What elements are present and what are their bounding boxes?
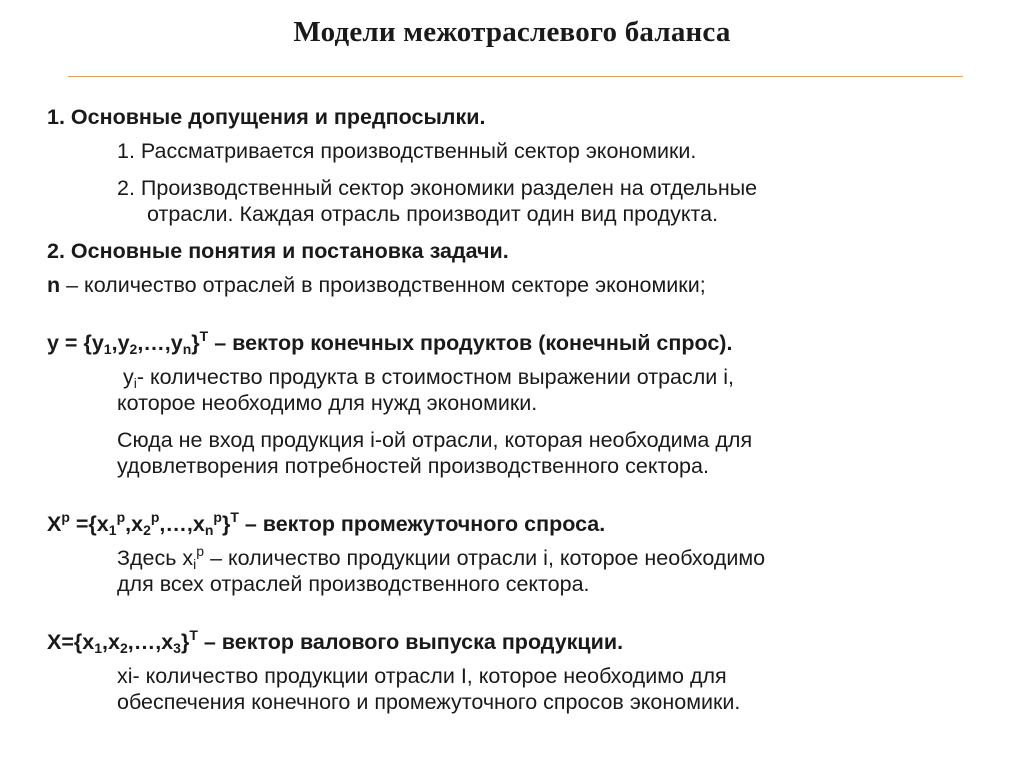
assumption-1: 1. Рассматривается производственный сектор экономики. [117,139,697,163]
n-symbol: n [47,273,61,297]
y-note-line-1: Сюда не вход продукция i-ой отрасли, которая необходима для [117,428,753,452]
xp-superscript: p [150,509,160,525]
x-formula-part: ,…,x [127,630,174,654]
y-subscript: n [182,341,192,357]
assumption-2-line-1: 2. Производственный сектор экономики разделен на отдельные [117,176,758,200]
x-subscript: 2 [119,640,128,656]
transpose-superscript: T [189,627,198,643]
transpose-superscript: T [199,328,209,344]
yi-definition-text: - количество продукта в стоимостном выражении отрасли i, [136,365,735,389]
yi-subscript: i [133,375,137,391]
y-vector-definition [47,330,987,356]
x-formula-part: X={x [47,630,95,654]
xp-definition-text: – количество продукции отрасли i, которое необходимо [204,546,766,570]
xp-subscript: n [204,522,214,538]
section-2-heading: 2. Основные понятия и постановка задачи. [47,239,509,263]
y-formula-part: y = {y [47,331,104,355]
x-vector-description: – вектор валового выпуска продукции. [197,630,624,654]
slide-title: Модели межотраслевого баланса [293,16,731,48]
xp-formula-part: ,…,x [159,512,205,536]
xp-vector-description: – вектор промежуточного спроса. [238,512,606,536]
n-definition-text: – количество отраслей в производственном секторе экономики; [60,273,706,297]
y-subscript: 1 [103,341,112,357]
x-vector-definition [47,629,987,655]
xp-definition-text: Здесь x [117,546,194,570]
x-formula-part: ,x [102,630,120,654]
transpose-superscript: T [230,509,239,525]
n-definition [47,272,987,298]
xp-superscript: p [213,509,222,525]
title-divider [68,76,963,77]
y-vector-description: – вектор конечных продуктов (конечный спрос). [208,331,733,355]
xp-subscript: i [193,556,197,572]
xp-vector-definition [47,511,987,537]
x-formula-part: } [180,630,190,654]
x-subscript: 3 [173,640,181,656]
xp-definition-line-1 [47,545,987,571]
xp-subscript: 2 [143,522,151,538]
xp-superscript: p [116,509,126,525]
y-subscript: 2 [129,341,138,357]
xp-definition-line-2: для всех отраслей производственного сектора. [117,572,590,596]
y-formula-part: ,…,y [137,331,183,355]
xp-formula-part: } [221,512,231,536]
yi-definition-line-1 [47,364,987,390]
yi-symbol: y [122,365,134,389]
xi-definition-line-1: xi- количество продукции отрасли I, которое необходимо для [117,664,727,688]
section-1-heading: 1. Основные допущения и предпосылки. [47,105,486,129]
xp-formula-part: ,x [125,512,144,536]
xp-superscript: p [61,509,70,525]
yi-definition-line-2: которое необходимо для нужд экономики. [117,391,538,415]
y-formula-part: } [191,331,200,355]
assumption-2-line-2: отрасли. Каждая отрасль производит один вид продукта. [147,202,719,226]
y-note-line-2: удовлетворения потребностей производственного сектора. [117,454,709,478]
xp-formula-part: ={x [69,512,109,536]
xp-subscript: 1 [108,522,117,538]
xi-definition-line-2: обеспечения конечного и промежуточного спросов экономики. [117,690,741,714]
xp-superscript: p [196,543,205,559]
x-subscript: 1 [94,640,103,656]
slide-body [47,104,987,715]
y-formula-part: ,y [111,331,130,355]
xp-formula-part: X [47,512,62,536]
